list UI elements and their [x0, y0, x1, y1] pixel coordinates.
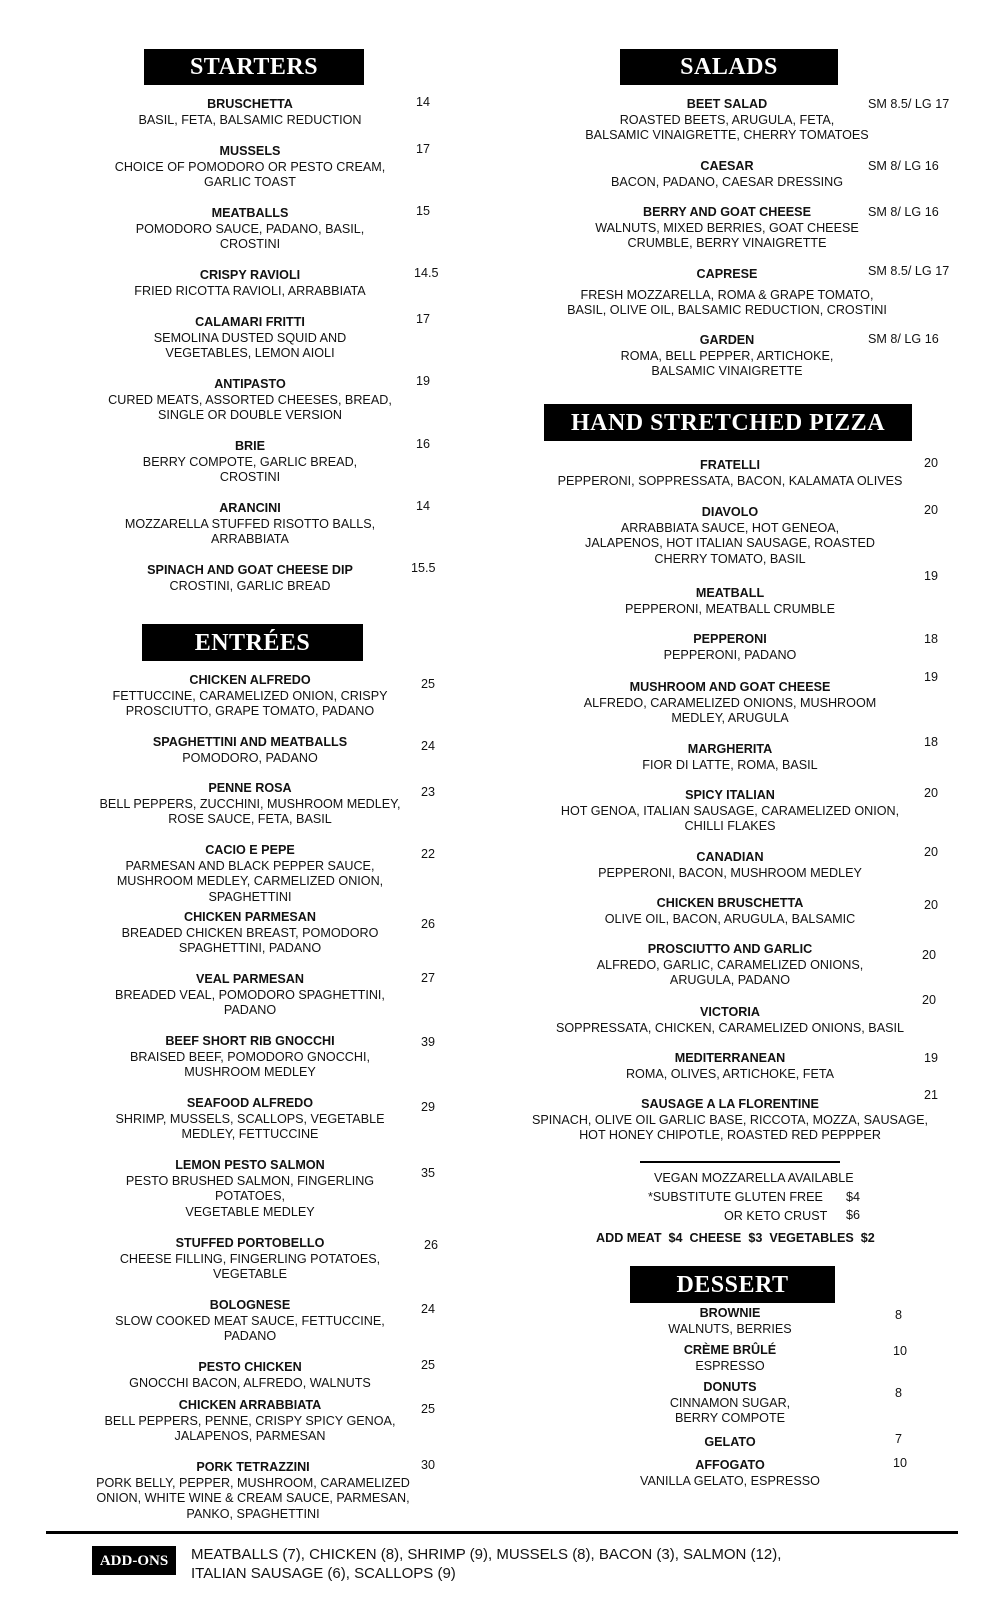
menu-item [530, 896, 930, 927]
menu-item [98, 97, 402, 128]
item-description: GNOCCHI BACON, ALFREDO, WALNUTS [129, 1375, 371, 1390]
menu-item [530, 632, 930, 663]
item-price: SM 8.5/ LG 17 [868, 264, 950, 278]
keto-price: $6 [846, 1208, 861, 1222]
item-price: 14.5 [414, 266, 439, 280]
item-price: 17 [416, 142, 431, 156]
item-description: WALNUTS, BERRIES [668, 1321, 792, 1336]
menu-item [98, 315, 402, 362]
menu-item [98, 144, 402, 191]
menu-item [530, 850, 930, 881]
salads-title: SALADS [680, 54, 778, 80]
item-price: 35 [421, 1166, 436, 1180]
item-description: SPINACH, OLIVE OIL GARLIC BASE, RICCOTA, MOZZA, SAUSAGE, HOT HONEY CHIPOTLE, ROASTED RED PEPPPER [531, 1112, 929, 1142]
item-description: PESTO BRUSHED SALMON, FINGERLING POTATOES, VEGETABLE MEDLEY [125, 1173, 375, 1219]
item-name: MUSHROOM AND GOAT CHEESE [629, 680, 831, 694]
menu-item [530, 1005, 930, 1036]
item-description: PEPPERONI, PADANO [663, 647, 797, 662]
menu-item [98, 501, 402, 548]
item-description: BERRY COMPOTE, GARLIC BREAD, CROSTINI [142, 454, 358, 484]
item-name: BRUSCHETTA [207, 97, 293, 111]
item-price: 21 [924, 1088, 939, 1102]
item-description: BASIL, FETA, BALSAMIC REDUCTION [138, 112, 362, 127]
menu-item [552, 205, 902, 252]
item-description: CHEESE FILLING, FINGERLING POTATOES, VEGETABLE [119, 1251, 381, 1281]
menu-item [98, 563, 402, 594]
item-price: SM 8.5/ LG 17 [868, 97, 950, 111]
item-description: ROMA, OLIVES, ARTICHOKE, FETA [625, 1066, 835, 1081]
item-name: ARANCINI [219, 501, 281, 515]
item-name: VICTORIA [700, 1005, 760, 1019]
menu-item [600, 1458, 860, 1489]
item-description: HOT GENOA, ITALIAN SAUSAGE, CARAMELIZED ONION, CHILLI FLAKES [560, 803, 900, 833]
menu-item [600, 1380, 860, 1427]
pizza-notes-divider [640, 1161, 840, 1163]
item-name: LEMON PESTO SALMON [175, 1158, 325, 1172]
pizza-header [544, 404, 912, 441]
item-price: 27 [421, 971, 436, 985]
menu-item [88, 1158, 412, 1220]
starters-header [144, 49, 364, 85]
menu-item [530, 942, 930, 989]
menu-item [600, 1306, 860, 1337]
item-price: 18 [924, 735, 939, 749]
item-name: CHICKEN BRUSCHETTA [656, 896, 804, 910]
entrees-header [142, 624, 363, 661]
footer-divider [46, 1531, 958, 1534]
menu-item [530, 586, 930, 617]
item-price: 20 [924, 786, 939, 800]
menu-item [530, 458, 930, 489]
item-description: BREADED CHICKEN BREAST, POMODORO SPAGHETTINI, PADANO [121, 925, 379, 955]
menu-item [600, 1343, 860, 1374]
item-description: VANILLA GELATO, ESPRESSO [640, 1473, 820, 1488]
item-price: 14 [416, 499, 431, 513]
item-price: 8 [895, 1308, 903, 1322]
item-name: CHICKEN ARRABBIATA [178, 1398, 322, 1412]
item-name: CACIO E PEPE [205, 843, 295, 857]
item-name: CRISPY RAVIOLI [199, 268, 301, 282]
item-description: SOPPRESSATA, CHICKEN, CARAMELIZED ONIONS, BASIL [555, 1020, 905, 1035]
item-name: ANTIPASTO [214, 377, 286, 391]
menu-item [98, 377, 402, 424]
menu-item [530, 742, 930, 773]
menu-item [88, 735, 412, 766]
item-name: DIAVOLO [701, 505, 759, 519]
item-price: 23 [421, 785, 436, 799]
item-description: FIOR DI LATTE, ROMA, BASIL [642, 757, 818, 772]
menu-item [88, 972, 412, 1019]
keto-note: OR KETO CRUST [724, 1209, 828, 1223]
item-description: OLIVE OIL, BACON, ARUGULA, BALSAMIC [604, 911, 856, 926]
menu-item [80, 1460, 426, 1522]
item-description: SLOW COOKED MEAT SAUCE, FETTUCCINE, PADANO [115, 1313, 385, 1343]
menu-item [552, 159, 902, 190]
item-description: FRIED RICOTTA RAVIOLI, ARRABBIATA [134, 283, 366, 298]
menu-item [530, 505, 930, 567]
item-price: 20 [924, 898, 939, 912]
menu-item [552, 333, 902, 380]
item-price: 22 [421, 847, 436, 861]
item-description: CHOICE OF POMODORO OR PESTO CREAM, GARLIC TOAST [114, 159, 386, 189]
item-price: 16 [416, 437, 431, 451]
menu-item [88, 1298, 412, 1345]
item-price: 19 [924, 569, 939, 583]
item-name: BOLOGNESE [209, 1298, 291, 1312]
item-name: BERRY AND GOAT CHEESE [643, 205, 811, 219]
item-price: 19 [416, 374, 431, 388]
item-price: 29 [421, 1100, 436, 1114]
item-price: 17 [416, 312, 431, 326]
vegan-note: VEGAN MOZZARELLA AVAILABLE [654, 1171, 854, 1185]
item-description: BRAISED BEEF, POMODORO GNOCCHI, MUSHROOM MEDLEY [129, 1049, 370, 1079]
menu-item [88, 843, 412, 905]
item-name: PROSCIUTTO AND GARLIC [647, 942, 813, 956]
item-name: MEATBALL [695, 586, 765, 600]
item-description: CROSTINI, GARLIC BREAD [169, 578, 331, 593]
item-name: CHICKEN PARMESAN [183, 910, 316, 924]
item-description: PEPPERONI, SOPPRESSATA, BACON, KALAMATA OLIVES [557, 473, 903, 488]
item-name: GELATO [704, 1435, 756, 1449]
item-description: BELL PEPPERS, ZUCCHINI, MUSHROOM MEDLEY, ROSE SAUCE, FETA, BASIL [99, 796, 401, 826]
item-description: POMODORO, PADANO [182, 750, 318, 765]
item-price: 24 [421, 1302, 436, 1316]
item-name: STUFFED PORTOBELLO [175, 1236, 325, 1250]
item-name: SPAGHETTINI AND MEATBALLS [152, 735, 348, 749]
menu-item [98, 268, 402, 299]
item-name: BEET SALAD [686, 97, 768, 111]
item-name: SPINACH AND GOAT CHEESE DIP [147, 563, 353, 577]
item-price: 19 [924, 670, 939, 684]
item-name: VEAL PARMESAN [196, 972, 304, 986]
menu-item [516, 1097, 944, 1144]
item-price: 25 [421, 1358, 436, 1372]
item-name: BROWNIE [699, 1306, 761, 1320]
item-name: CAESAR [700, 159, 754, 173]
item-price: 26 [421, 917, 436, 931]
pizza-title: HAND STRETCHED PIZZA [570, 410, 886, 436]
item-price: 18 [924, 632, 939, 646]
item-description: PEPPERONI, BACON, MUSHROOM MEDLEY [598, 865, 862, 880]
add-toppings-note: ADD MEAT $4 CHEESE $3 VEGETABLES $2 [596, 1231, 875, 1245]
menu-item [88, 673, 412, 720]
item-description: ESPRESSO [695, 1358, 765, 1373]
menu-item [88, 781, 412, 828]
item-price: 26 [424, 1238, 439, 1252]
menu-item [88, 1034, 412, 1081]
item-price: 10 [893, 1456, 908, 1470]
menu-item [530, 788, 930, 835]
item-price: 30 [421, 1458, 436, 1472]
item-description: PORK BELLY, PEPPER, MUSHROOM, CARAMELIZED ONION, WHITE WINE & CREAM SAUCE, PARMESAN, PANKO, SPAGHETTINI [96, 1475, 410, 1521]
menu-item [88, 1360, 412, 1391]
item-description: POMODORO SAUCE, PADANO, BASIL, CROSTINI [135, 221, 365, 251]
menu-item [88, 1236, 412, 1283]
item-price: 20 [924, 503, 939, 517]
addons-list: MEATBALLS (7), CHICKEN (8), SHRIMP (9), MUSSELS (8), BACON (3), SALMON (12), ITALIAN SAUSAGE (6), SCALLOPS (9) [191, 1546, 782, 1582]
item-description: SEMOLINA DUSTED SQUID AND VEGETABLES, LEMON AIOLI [153, 330, 347, 360]
item-price: 15.5 [411, 561, 436, 575]
item-description: FRESH MOZZARELLA, ROMA & GRAPE TOMATO, BASIL, OLIVE OIL, BALSAMIC REDUCTION, CROSTINI [567, 287, 887, 317]
item-name: PORK TETRAZZINI [196, 1460, 310, 1474]
item-description: WALNUTS, MIXED BERRIES, GOAT CHEESE CRUMBLE, BERRY VINAIGRETTE [595, 220, 859, 250]
salads-header [620, 49, 838, 85]
dessert-header [630, 1266, 835, 1303]
item-price: 10 [893, 1344, 908, 1358]
menu-item [98, 439, 402, 486]
item-name: MARGHERITA [687, 742, 773, 756]
starters-title: STARTERS [189, 54, 319, 80]
gluten-free-price: $4 [846, 1190, 861, 1204]
item-price: 25 [421, 1402, 436, 1416]
item-name: PENNE ROSA [208, 781, 292, 795]
item-name: MEDITERRANEAN [674, 1051, 786, 1065]
item-description: ALFREDO, GARLIC, CARAMELIZED ONIONS, ARUGULA, PADANO [596, 957, 864, 987]
item-name: PEPPERONI [693, 632, 767, 646]
item-price: 20 [922, 993, 937, 1007]
item-description: ALFREDO, CARAMELIZED ONIONS, MUSHROOM MEDLEY, ARUGULA [583, 695, 877, 725]
item-name: GARDEN [699, 333, 755, 347]
entrees-title: ENTRÉES [194, 630, 311, 656]
item-name: CRÈME BRÛLÉ [683, 1343, 777, 1357]
item-price: SM 8/ LG 16 [868, 205, 939, 219]
item-name: SAUSAGE A LA FLORENTINE [641, 1097, 819, 1111]
item-description: CURED MEATS, ASSORTED CHEESES, BREAD, SINGLE OR DOUBLE VERSION [108, 392, 392, 422]
menu-item [552, 97, 902, 144]
item-name: CAPRESE [696, 267, 758, 281]
item-name: BEEF SHORT RIB GNOCCHI [165, 1034, 335, 1048]
menu-item [88, 1096, 412, 1143]
item-name: BRIE [234, 439, 266, 453]
item-name: SPICY ITALIAN [685, 788, 775, 802]
item-description: FETTUCCINE, CARAMELIZED ONION, CRISPY PROSCIUTTO, GRAPE TOMATO, PADANO [112, 688, 388, 718]
item-price: SM 8/ LG 16 [868, 159, 939, 173]
menu-item [530, 1051, 930, 1082]
item-name: MUSSELS [219, 144, 281, 158]
item-description: BREADED VEAL, POMODORO SPAGHETTINI, PADANO [115, 987, 385, 1017]
item-name: CANADIAN [696, 850, 764, 864]
item-price: 20 [922, 948, 937, 962]
item-description: PARMESAN AND BLACK PEPPER SAUCE, MUSHROOM MEDLEY, CARMELIZED ONION, SPAGHETTINI [116, 858, 384, 904]
item-name: CALAMARI FRITTI [195, 315, 305, 329]
menu-item [88, 1398, 412, 1445]
item-description: PEPPERONI, MEATBALL CRUMBLE [625, 601, 835, 616]
dessert-title: DESSERT [676, 1272, 789, 1298]
item-description: SHRIMP, MUSSELS, SCALLOPS, VEGETABLE MEDLEY, FETTUCCINE [115, 1111, 385, 1141]
item-name: MEATBALLS [211, 206, 289, 220]
item-price: 25 [421, 677, 436, 691]
item-description: ROMA, BELL PEPPER, ARTICHOKE, BALSAMIC VINAIGRETTE [620, 348, 834, 378]
item-description: MOZZARELLA STUFFED RISOTTO BALLS, ARRABBIATA [124, 516, 376, 546]
item-name: FRATELLI [700, 458, 760, 472]
addons-title: ADD-ONS [99, 1553, 169, 1569]
item-name: PESTO CHICKEN [198, 1360, 302, 1374]
item-description: BELL PEPPERS, PENNE, CRISPY SPICY GENOA, JALAPENOS, PARMESAN [104, 1413, 396, 1443]
menu-item [88, 910, 412, 957]
item-name: DONUTS [703, 1380, 757, 1394]
item-price: 20 [924, 845, 939, 859]
item-name: CHICKEN ALFREDO [189, 673, 311, 687]
menu-item [600, 1435, 860, 1451]
item-price: 15 [416, 204, 431, 218]
item-price: 24 [421, 739, 436, 753]
item-description: ARRABBIATA SAUCE, HOT GENEOA, JALAPENOS, HOT ITALIAN SAUSAGE, ROASTED CHERRY TOMATO, BASIL [585, 520, 875, 566]
item-description: CINNAMON SUGAR, BERRY COMPOTE [669, 1395, 791, 1425]
item-price: 14 [416, 95, 431, 109]
item-name: AFFOGATO [695, 1458, 765, 1472]
gluten-free-note: *SUBSTITUTE GLUTEN FREE [648, 1190, 823, 1204]
item-price: 20 [924, 456, 939, 470]
item-price: 39 [421, 1035, 436, 1049]
item-description: BACON, PADANO, CAESAR DRESSING [610, 174, 844, 189]
menu-item [552, 267, 902, 319]
menu-item [98, 206, 402, 253]
item-description: ROASTED BEETS, ARUGULA, FETA, BALSAMIC VINAIGRETTE, CHERRY TOMATOES [585, 112, 869, 142]
menu-item [530, 680, 930, 727]
item-price: 7 [895, 1432, 903, 1446]
item-price: SM 8/ LG 16 [868, 332, 939, 346]
item-price: 8 [895, 1386, 903, 1400]
item-price: 19 [924, 1051, 939, 1065]
item-name: SEAFOOD ALFREDO [186, 1096, 314, 1110]
